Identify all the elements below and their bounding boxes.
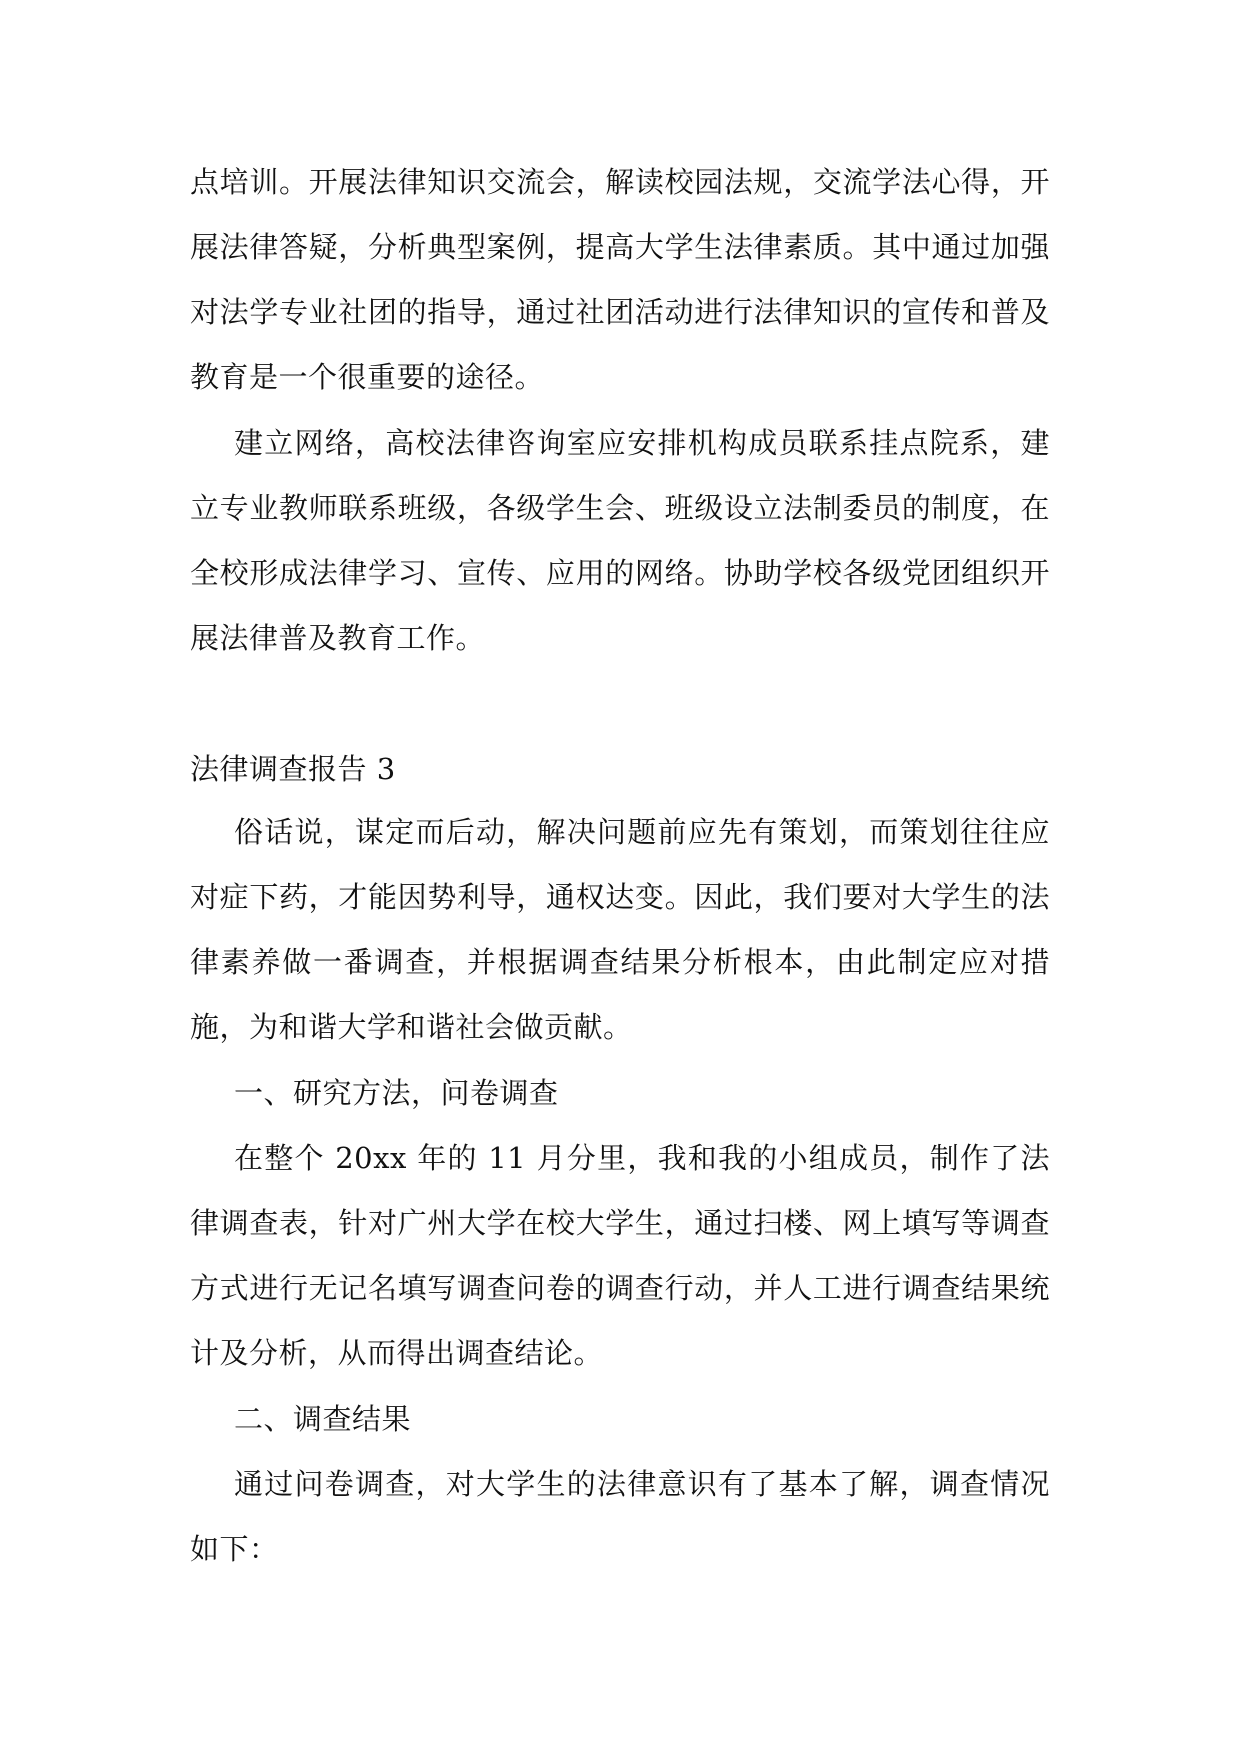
paragraph-survey-description: 在整个 20xx 年的 11 月分里，我和我的小组成员，制作了法律调查表，针对广州大学在校大学生，通过扫楼、网上填写等调查方式进行无记名填写调查问卷的调查行动，并人工进行调查结果统计及分析，从而得出调查结论。 — [190, 1141, 1050, 1370]
paragraph-law-training: 点培训。开展法律知识交流会，解读校园法规，交流学法心得，开展法律答疑，分析典型案例，提高大学生法律素质。其中通过加强对法学专业社团的指导，通过社团活动进行法律知识的宣传和普及教育是一个很重要的途径。 — [190, 165, 1050, 394]
paragraph-results-intro: 通过问卷调查，对大学生的法律意识有了基本了解，调查情况如下： — [190, 1467, 1050, 1566]
paragraph-introduction: 俗话说，谋定而后动，解决问题前应先有策划，而策划往往应对症下药，才能因势利导，通权达变。因此，我们要对大学生的法律素养做一番调查，并根据调查结果分析根本，由此制定应对措施，为和谐大学和谐社会做贡献。 — [190, 815, 1050, 1044]
subheading-research-method: 一、研究方法，问卷调查 — [234, 1076, 559, 1110]
subheading-survey-results: 二、调查结果 — [234, 1402, 412, 1436]
section-heading-report-3: 法律调查报告 3 — [190, 752, 396, 786]
paragraph-build-network: 建立网络，高校法律咨询室应安排机构成员联系挂点院系，建立专业教师联系班级，各级学生会、班级设立法制委员的制度，在全校形成法律学习、宣传、应用的网络。协助学校各级党团组织开展法律普及教育工作。 — [190, 426, 1050, 655]
